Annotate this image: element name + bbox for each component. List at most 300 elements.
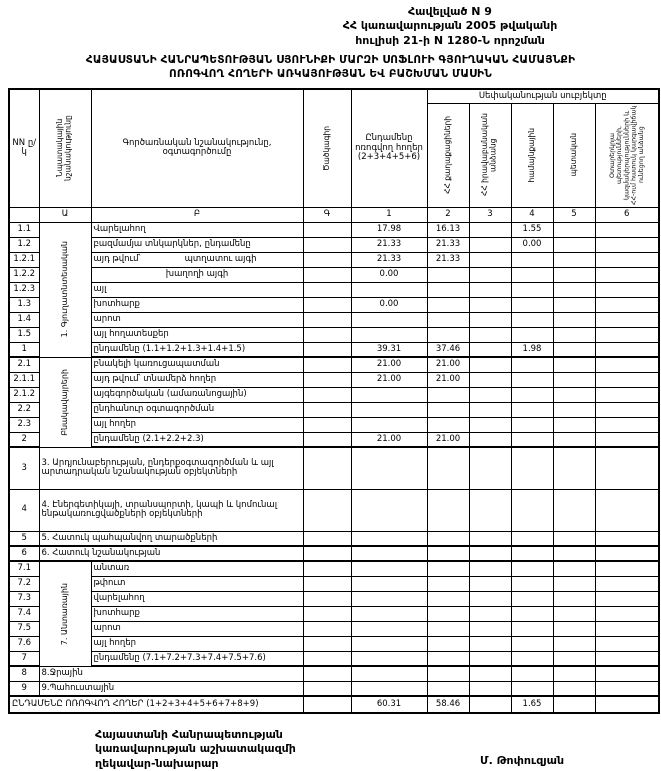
row-label-cell: այլ հողատեսքեր <box>91 327 303 342</box>
value-cell <box>351 489 427 531</box>
row-no-cell: 7.5 <box>9 621 39 636</box>
value-cell <box>469 666 511 681</box>
col-header-legal-entities <box>469 103 511 207</box>
row-label-text: պտղատու այգի <box>184 253 257 264</box>
value-cell <box>469 432 511 447</box>
value-cell: 0.00 <box>351 267 427 282</box>
value-cell <box>595 297 659 312</box>
row-no-cell: 7.6 <box>9 636 39 651</box>
table-row <box>9 297 659 312</box>
code-cell <box>303 696 351 713</box>
value-cell: 1.55 <box>511 222 553 237</box>
value-cell <box>351 546 427 561</box>
row-no-cell: 3 <box>9 447 39 489</box>
value-cell <box>595 696 659 713</box>
value-cell <box>595 267 659 282</box>
code-cell <box>303 222 351 237</box>
value-cell <box>427 417 469 432</box>
col-header-community <box>511 103 553 207</box>
value-cell <box>511 651 553 666</box>
value-cell: 21.00 <box>351 357 427 372</box>
col-header-total: Ընդամենը ոռոգվող հողեր (2+3+4+5+6) <box>351 89 427 207</box>
value-cell <box>553 576 595 591</box>
document-title <box>0 53 661 81</box>
value-cell <box>553 636 595 651</box>
value-cell <box>469 651 511 666</box>
code-cell <box>303 327 351 342</box>
group-label-cell <box>39 222 91 357</box>
row-no-cell: 1.2.1 <box>9 252 39 267</box>
value-cell <box>595 489 659 531</box>
value-cell <box>595 282 659 297</box>
value-cell <box>511 267 553 282</box>
col-header-functional: Գործառնական նշանակությունը, օգտագործումը <box>91 89 303 207</box>
row-label-cell: այգեգործական (ամառանոցային) <box>91 387 303 402</box>
row-no-cell: 4 <box>9 489 39 531</box>
row-no-cell: 1.5 <box>9 327 39 342</box>
value-cell <box>553 357 595 372</box>
value-cell <box>351 447 427 489</box>
code-cell <box>303 297 351 312</box>
table-row <box>9 267 659 282</box>
row-no-cell: 6 <box>9 546 39 561</box>
col-index-cell: 4 <box>511 207 553 222</box>
value-cell <box>553 222 595 237</box>
value-cell <box>469 561 511 576</box>
value-cell <box>469 402 511 417</box>
value-cell <box>351 282 427 297</box>
value-cell <box>595 447 659 489</box>
table-row <box>9 651 659 666</box>
value-cell <box>553 312 595 327</box>
value-cell <box>427 489 469 531</box>
value-cell <box>595 546 659 561</box>
table-row <box>9 489 659 531</box>
value-cell <box>595 576 659 591</box>
value-cell <box>351 621 427 636</box>
value-cell <box>511 372 553 387</box>
row-label-line <box>94 255 301 264</box>
value-cell: 21.33 <box>427 252 469 267</box>
code-cell <box>303 546 351 561</box>
value-cell <box>553 696 595 713</box>
col-header-code-text: Ծածկագիր <box>321 125 331 171</box>
row-no-cell: 1.2.3 <box>9 282 39 297</box>
value-cell <box>427 591 469 606</box>
group-label-text: 7. Անտառային <box>60 582 70 645</box>
value-cell <box>351 681 427 696</box>
code-cell <box>303 531 351 546</box>
row-label-cell: 5. Հատուկ պահպանվող տարածքների <box>39 531 303 546</box>
col-header-number: NN ը/կ <box>9 89 39 207</box>
row-label-cell: ընդամենը (2.1+2.2+2.3) <box>91 432 303 447</box>
code-cell <box>303 591 351 606</box>
code-cell <box>303 666 351 681</box>
value-cell <box>469 681 511 696</box>
value-cell <box>469 252 511 267</box>
row-label-cell: բազմամյա տնկարկներ, ընդամենը <box>91 237 303 252</box>
value-cell <box>595 372 659 387</box>
value-cell <box>469 447 511 489</box>
value-cell <box>351 417 427 432</box>
row-label-cell: խոտհարք <box>91 606 303 621</box>
row-label-cell: Վարելահող <box>91 222 303 237</box>
value-cell <box>595 357 659 372</box>
signatory-name: Մ. Թոփուզյան <box>480 754 565 767</box>
col-header-citizens <box>427 103 469 207</box>
value-cell <box>553 531 595 546</box>
value-cell <box>511 561 553 576</box>
value-cell <box>595 342 659 357</box>
value-cell <box>469 267 511 282</box>
title-line-2: ՈՌՈԳՎՈՂ ՀՈՂԵՐԻ ԱՌԿԱՅՈՒԹՅԱՆ ԵՎ ԲԱՇԽՄԱՆ ՄԱՍԻՆ <box>169 68 492 81</box>
value-cell <box>469 606 511 621</box>
col-header-state-text: պետական <box>568 133 578 177</box>
value-cell <box>553 606 595 621</box>
row-label-cell: այդ թվում՝ տնամերձ հողեր <box>91 372 303 387</box>
value-cell <box>427 387 469 402</box>
value-cell <box>427 606 469 621</box>
code-cell <box>303 312 351 327</box>
value-cell <box>427 546 469 561</box>
row-no-cell: 1.2.2 <box>9 267 39 282</box>
value-cell <box>469 696 511 713</box>
col-header-foreign <box>595 103 659 207</box>
value-cell <box>469 297 511 312</box>
code-cell <box>303 561 351 576</box>
grand-total-label-cell: ԸՆԴԱՄԵՆԸ ՈՌՈԳՎՈՂ ՀՈՂԵՐ (1+2+3+4+5+6+7+8+9) <box>9 696 303 713</box>
code-cell <box>303 342 351 357</box>
code-cell <box>303 651 351 666</box>
col-index-cell: 1 <box>351 207 427 222</box>
value-cell <box>427 561 469 576</box>
value-cell <box>469 222 511 237</box>
code-cell <box>303 489 351 531</box>
value-cell <box>427 576 469 591</box>
value-cell <box>553 447 595 489</box>
value-cell <box>553 591 595 606</box>
table-row <box>9 546 659 561</box>
col-header-purpose <box>39 89 91 207</box>
col-header-purpose-text: Նպատակային նշանակությունը <box>55 115 73 182</box>
value-cell <box>511 327 553 342</box>
col-header-foreign-text: Օտարերկրյա պետությունների, կազմակերպությունների և ՀՀ-ում հատուկ կարգավիճակ ունեցող անձանց <box>608 105 645 205</box>
value-cell <box>351 327 427 342</box>
row-label-cell: այլ <box>91 282 303 297</box>
value-cell: 60.31 <box>351 696 427 713</box>
table-row <box>9 402 659 417</box>
row-label-cell: 6. Հատուկ նշանակության <box>39 546 303 561</box>
value-cell: 21.00 <box>427 357 469 372</box>
table-row <box>9 606 659 621</box>
row-no-cell: 7.3 <box>9 591 39 606</box>
col-header-legal-entities-text: ՀՀ իրավաբանական անձանց <box>480 113 498 197</box>
code-cell <box>303 282 351 297</box>
value-cell <box>595 651 659 666</box>
row-label-prefix: այդ թվում՝ <box>93 253 141 264</box>
value-cell <box>553 621 595 636</box>
table-row <box>9 591 659 606</box>
table-row <box>9 342 659 357</box>
row-label-cell: թփուտ <box>91 576 303 591</box>
column-index-row <box>9 207 659 222</box>
value-cell: 21.33 <box>351 237 427 252</box>
value-cell <box>469 636 511 651</box>
value-cell <box>553 489 595 531</box>
value-cell <box>469 357 511 372</box>
value-cell: 21.33 <box>351 252 427 267</box>
value-cell <box>469 342 511 357</box>
value-cell <box>595 237 659 252</box>
value-cell <box>351 531 427 546</box>
value-cell <box>511 489 553 531</box>
col-header-community-text: համայնքային <box>526 127 536 183</box>
value-cell <box>427 531 469 546</box>
row-label-cell: այլ հողեր <box>91 636 303 651</box>
value-cell <box>553 372 595 387</box>
row-label-cell: վարելահող <box>91 591 303 606</box>
col-index-cell: 5 <box>553 207 595 222</box>
value-cell: 21.33 <box>427 237 469 252</box>
value-cell <box>427 327 469 342</box>
value-cell <box>553 237 595 252</box>
value-cell <box>511 252 553 267</box>
value-cell <box>427 651 469 666</box>
row-no-cell: 7 <box>9 651 39 666</box>
table-row <box>9 561 659 576</box>
appendix-header <box>240 5 660 48</box>
row-no-cell: 7.4 <box>9 606 39 621</box>
signatory-title-line: ղեկավար-նախարար <box>95 756 219 770</box>
row-no-cell: 1.4 <box>9 312 39 327</box>
table-row <box>9 447 659 489</box>
value-cell <box>427 312 469 327</box>
value-cell <box>595 432 659 447</box>
value-cell <box>553 267 595 282</box>
value-cell <box>511 666 553 681</box>
value-cell <box>553 651 595 666</box>
value-cell <box>469 621 511 636</box>
col-index-cell: Գ <box>303 207 351 222</box>
col-header-ownership-group: Սեփականության սուբյեկտը <box>427 89 659 103</box>
row-label-cell: ընդհանուր օգտագործման <box>91 402 303 417</box>
table-row <box>9 666 659 681</box>
value-cell <box>469 282 511 297</box>
code-cell <box>303 576 351 591</box>
value-cell: 21.00 <box>427 432 469 447</box>
table-row <box>9 681 659 696</box>
table-row <box>9 417 659 432</box>
value-cell <box>511 417 553 432</box>
value-cell <box>553 282 595 297</box>
table-row <box>9 372 659 387</box>
value-cell <box>553 546 595 561</box>
value-cell <box>553 681 595 696</box>
code-cell <box>303 636 351 651</box>
value-cell: 21.00 <box>427 372 469 387</box>
code-cell <box>303 681 351 696</box>
value-cell <box>511 387 553 402</box>
code-cell <box>303 432 351 447</box>
value-cell <box>427 681 469 696</box>
value-cell <box>427 282 469 297</box>
row-label-cell: խաղողի այգի <box>91 267 303 282</box>
value-cell <box>511 681 553 696</box>
value-cell <box>511 297 553 312</box>
value-cell <box>595 591 659 606</box>
code-cell <box>303 621 351 636</box>
value-cell <box>511 447 553 489</box>
row-no-cell: 2.1.1 <box>9 372 39 387</box>
value-cell <box>595 561 659 576</box>
value-cell <box>595 606 659 621</box>
signatory-title-line: Հայաստանի Հանրապետության <box>95 728 283 741</box>
value-cell <box>553 342 595 357</box>
table-row <box>9 237 659 252</box>
row-no-cell: 2 <box>9 432 39 447</box>
value-cell <box>511 531 553 546</box>
value-cell <box>511 357 553 372</box>
row-label-cell: 8.Ջրային <box>39 666 303 681</box>
value-cell <box>469 387 511 402</box>
signatory-title-line: կառավարության աշխատակազմի <box>95 742 296 756</box>
table-row <box>9 636 659 651</box>
table-row <box>9 222 659 237</box>
value-cell <box>469 312 511 327</box>
row-no-cell: 2.1.2 <box>9 387 39 402</box>
code-cell <box>303 267 351 282</box>
value-cell <box>553 666 595 681</box>
value-cell <box>553 417 595 432</box>
value-cell <box>595 402 659 417</box>
row-label-cell: ընդամենը (7.1+7.2+7.3+7.4+7.5+7.6) <box>91 651 303 666</box>
value-cell <box>427 297 469 312</box>
value-cell: 0.00 <box>351 297 427 312</box>
value-cell <box>427 447 469 489</box>
row-no-cell: 1.3 <box>9 297 39 312</box>
group-label-text: 1. Գյուղատնտեսական <box>60 241 70 338</box>
row-label-cell: ընդամենը (1.1+1.2+1.3+1.4+1.5) <box>91 342 303 357</box>
value-cell <box>595 327 659 342</box>
value-cell <box>511 282 553 297</box>
value-cell <box>427 402 469 417</box>
code-cell <box>303 372 351 387</box>
row-no-cell: 2.2 <box>9 402 39 417</box>
value-cell: 16.13 <box>427 222 469 237</box>
value-cell <box>351 312 427 327</box>
table-body <box>9 222 659 713</box>
value-cell <box>351 636 427 651</box>
row-no-cell: 7.2 <box>9 576 39 591</box>
code-cell <box>303 447 351 489</box>
row-no-cell: 2.1 <box>9 357 39 372</box>
value-cell <box>511 432 553 447</box>
group-label-cell <box>39 561 91 666</box>
table-row <box>9 282 659 297</box>
value-cell <box>351 402 427 417</box>
value-cell <box>351 561 427 576</box>
value-cell <box>351 666 427 681</box>
value-cell <box>595 222 659 237</box>
row-label-cell <box>91 252 303 267</box>
value-cell <box>469 591 511 606</box>
col-header-code <box>303 89 351 207</box>
row-label-cell: անտառ <box>91 561 303 576</box>
value-cell <box>595 387 659 402</box>
value-cell <box>595 312 659 327</box>
table-row <box>9 576 659 591</box>
appendix-line: հուլիսի 21-ի N 1280-Ն որոշման <box>355 33 545 47</box>
value-cell <box>595 681 659 696</box>
group-label-cell <box>39 357 91 447</box>
value-cell: 1.98 <box>511 342 553 357</box>
value-cell <box>595 417 659 432</box>
value-cell <box>469 237 511 252</box>
value-cell <box>351 651 427 666</box>
value-cell <box>511 636 553 651</box>
value-cell <box>511 621 553 636</box>
value-cell <box>351 591 427 606</box>
appendix-line: Հավելված N 9 <box>408 5 492 18</box>
value-cell: 0.00 <box>511 237 553 252</box>
value-cell <box>469 327 511 342</box>
row-no-cell: 5 <box>9 531 39 546</box>
value-cell <box>553 327 595 342</box>
value-cell: 17.98 <box>351 222 427 237</box>
row-label-cell: այլ հողեր <box>91 417 303 432</box>
row-no-cell: 9 <box>9 681 39 696</box>
table-row <box>9 357 659 372</box>
code-cell <box>303 252 351 267</box>
value-cell <box>351 606 427 621</box>
header-row-top <box>9 89 659 103</box>
value-cell: 1.65 <box>511 696 553 713</box>
value-cell <box>553 432 595 447</box>
title-line-1: ՀԱՅԱՍՏԱՆԻ ՀԱՆՐԱՊԵՏՈՒԹՅԱՆ ՍՅՈՒՆԻՔԻ ՄԱՐԶԻ ՍՈՖԼՈՒԻ ԳՅՈՒՂԱԿԱՆ ՀԱՄԱՅՆՔԻ <box>85 54 576 66</box>
table-row <box>9 696 659 713</box>
signatory-title <box>95 728 296 771</box>
value-cell <box>595 621 659 636</box>
value-cell <box>427 621 469 636</box>
value-cell: 39.31 <box>351 342 427 357</box>
group-label-text: Բնակավայրերի <box>60 368 70 436</box>
table-row <box>9 387 659 402</box>
row-no-cell: 7.1 <box>9 561 39 576</box>
code-cell <box>303 237 351 252</box>
row-no-cell: 2.3 <box>9 417 39 432</box>
value-cell <box>469 531 511 546</box>
row-no-cell: 1.1 <box>9 222 39 237</box>
code-cell <box>303 417 351 432</box>
row-label-cell: 9.Պահուստային <box>39 681 303 696</box>
value-cell: 37.46 <box>427 342 469 357</box>
code-cell <box>303 402 351 417</box>
row-no-cell: 8 <box>9 666 39 681</box>
value-cell <box>511 576 553 591</box>
value-cell <box>351 576 427 591</box>
value-cell <box>595 636 659 651</box>
value-cell <box>469 417 511 432</box>
value-cell <box>427 267 469 282</box>
value-cell <box>469 546 511 561</box>
code-cell <box>303 387 351 402</box>
row-label-cell: խոտհարք <box>91 297 303 312</box>
value-cell <box>553 297 595 312</box>
value-cell <box>553 561 595 576</box>
value-cell <box>553 402 595 417</box>
value-cell: 58.46 <box>427 696 469 713</box>
code-cell <box>303 606 351 621</box>
